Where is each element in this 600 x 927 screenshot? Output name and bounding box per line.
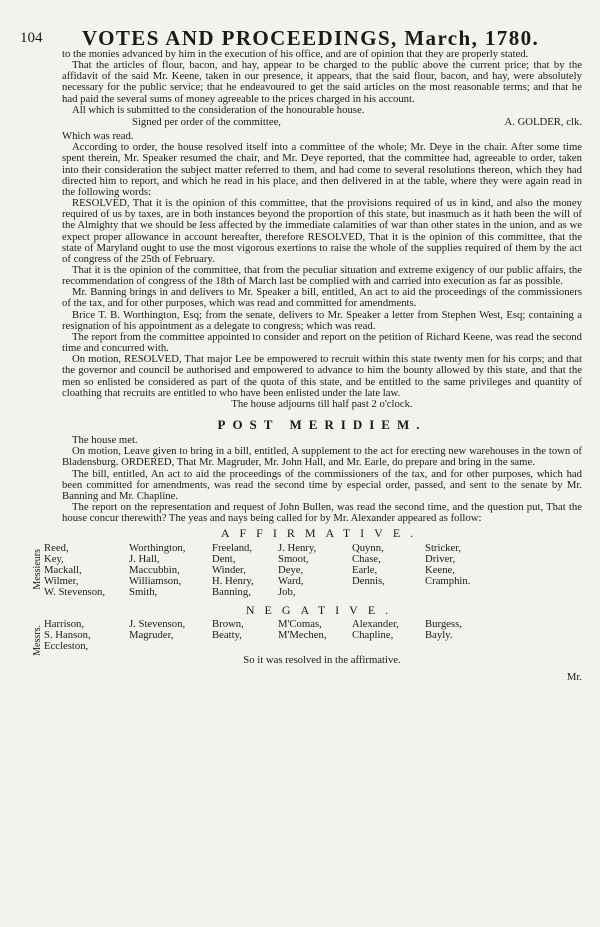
affirmative-column <box>212 543 278 599</box>
paragraph: The report from the committee appointed to consider and report on the petition of Richard Keene, was read the second time and concurred with. <box>62 330 582 355</box>
member-name: Worthington, <box>129 541 186 554</box>
member-name: M'Mechen, <box>278 628 327 641</box>
member-name: Stricker, <box>425 541 462 554</box>
member-name: Smoot, <box>278 552 309 565</box>
member-name: Ward, <box>278 575 304 588</box>
member-name: Brown, <box>212 617 244 630</box>
negative-columns <box>44 619 582 653</box>
document-body <box>32 48 582 683</box>
member-name: M'Comas, <box>278 617 322 630</box>
paragraph: The bill, entitled, An act to aid the proceedings of the commissioners of the tax, and for other purposes, which had been committed for amendments, was read the second time by especial order, passed, and sent to the senate by Mr. Banning and Mr. Chapline. <box>62 467 582 502</box>
member-name: H. Henry, <box>212 575 254 588</box>
member-name: Earle, <box>352 563 378 576</box>
affirmative-column <box>44 543 129 599</box>
member-name: Winder, <box>212 563 246 576</box>
member-name: J. Hall, <box>129 552 160 565</box>
signature-name: A. GOLDER, clk. <box>504 115 582 128</box>
catchword: Mr. <box>566 670 582 683</box>
member-name: Driver, <box>425 552 456 565</box>
negative-column <box>425 619 495 653</box>
member-name: Dent, <box>212 552 236 565</box>
member-name: Bayly. <box>425 628 453 641</box>
paragraph: Mr. Banning brings in and delivers to Mr. Speaker a bill, entitled, An act to aid the proceedings of the commissioners of the tax, and for other purposes, which was read and committed for amendments. <box>62 286 582 310</box>
member-name: J. Stevenson, <box>129 617 186 630</box>
paragraph: Brice T. B. Worthington, Esq; from the senate, delivers to Mr. Speaker a letter from Stephen West, Esq; containing a resignation of his appointment as a delegate to congress; which was read. <box>62 308 582 332</box>
affirmative-column <box>129 543 212 599</box>
paragraph: to the monies advanced by him in the execution of his office, and are of opinion that they are properly stated. <box>62 48 529 60</box>
negative-heading: NEGATIVE. <box>245 602 399 617</box>
member-name: Reed, <box>44 541 69 554</box>
signature-text: Signed per order of the committee, <box>132 115 281 128</box>
member-name: Mackall, <box>44 563 82 576</box>
member-name: W. Stevenson, <box>44 586 106 599</box>
paragraph: On motion, Leave given to bring in a bill, entitled, A supplement to the act for erecting new warehouses in the town of Bladensburg. ORDERED, That Mr. Magruder, Mr. John Hall, and Mr. Earle, do prepare and bring in the same. <box>62 445 582 469</box>
member-name: J. Henry, <box>278 541 317 554</box>
page-header <box>20 26 586 50</box>
member-name: Eccleston, <box>44 640 89 653</box>
member-name: S. Hanson, <box>44 628 91 641</box>
post-meridiem-heading: POST MERIDIEM. <box>217 417 427 432</box>
member-name: Harrison, <box>44 617 85 630</box>
affirmative-list <box>32 543 582 601</box>
adjournment-note: The house adjourns till half past 2 o'clock. <box>231 397 413 410</box>
member-name: Magruder, <box>129 628 174 641</box>
signature-line <box>62 117 582 128</box>
paragraph: According to order, the house resolved itself into a committee of the whole; Mr. Deye in the chair. After some time spent therein, Mr. Speaker resumed the chair, and Mr. Deye reported, that the committee had, agreeable to order, taken into their consideration the subject matter referred to them, and had come to several resolutions thereon, which they had directed him to report, and which he read in his place, and then delivered in at the table, where they were again read in the following words: <box>62 141 582 198</box>
affirmative-column <box>352 543 425 599</box>
member-name: Freeland, <box>212 541 253 554</box>
negative-column <box>129 619 212 653</box>
paragraph: On motion, RESOLVED, That major Lee be empowered to recruit within this state twenty men for his corps; and that the governor and council be authorised and empowered to advance to him the bounty allowed by this state, and that the men so enlisted be considered as part of the quota of this state, and be entitled to the same privileges and quantity of cloathing that recruits are entitled to who have been enlisted under the late law. <box>62 353 582 399</box>
member-name: Deye, <box>278 563 304 576</box>
member-name: Dennis, <box>352 575 385 588</box>
page-number: 104 <box>20 30 43 46</box>
running-title: VOTES AND PROCEEDINGS, March, 1780. <box>82 26 540 50</box>
paragraph: All which is submitted to the consideration of the honourable house. <box>72 103 365 116</box>
negative-list <box>32 619 582 655</box>
paragraph: The house met. <box>72 434 138 447</box>
member-name: Chase, <box>352 552 381 565</box>
member-name: Chapline, <box>352 628 394 641</box>
member-name: Williamson, <box>129 575 182 588</box>
member-name: Cramphin. <box>425 575 471 588</box>
member-name: Maccubbin, <box>129 563 180 576</box>
member-name: Wilmer, <box>44 575 79 588</box>
negative-side-label: Messrs. <box>32 624 43 656</box>
member-name: Banning, <box>212 586 251 599</box>
member-name: Quynn, <box>352 541 384 554</box>
negative-column <box>278 619 352 653</box>
member-name: Job, <box>278 586 296 599</box>
member-name: Burgess, <box>425 617 462 630</box>
affirmative-column <box>425 543 495 599</box>
paragraph: The report on the representation and request of John Bullen, was read the second time, and the question put, That the house concur therewith? The yeas and nays being called for by Mr. Alexander appeared as follow: <box>62 501 582 525</box>
negative-column <box>212 619 278 653</box>
affirmative-column <box>278 543 352 599</box>
member-name: Smith, <box>129 586 158 599</box>
paragraph: Which was read. <box>62 130 134 143</box>
member-name: Alexander, <box>352 617 399 630</box>
affirmative-columns <box>44 543 582 599</box>
member-name: Keene, <box>425 563 455 576</box>
negative-column <box>44 619 129 653</box>
negative-column <box>352 619 425 653</box>
member-name: Key, <box>44 552 64 565</box>
vote-result: So it was resolved in the affirmative. <box>243 653 401 666</box>
member-name: Beatty, <box>212 628 242 641</box>
affirmative-side-label: Messieurs <box>32 548 43 590</box>
paragraph: That the articles of flour, bacon, and hay, appear to be charged to the public above the current price; that by the affidavit of the said Mr. Keene, taken in our presence, it appears, that the said flour, bacon, and hay, were absolutely necessary for the public service; that he endeavoured to get the said articles on the most reasonable terms; and that he had paid the several sums of money agreeable to the prices charged in his account. <box>62 59 582 105</box>
paragraph: RESOLVED, That it is the opinion of this committee, that the provisions required of us in kind, and also the money required of us by taxes, are in both instances beyond the proportion of this state, but inasmuch as it hath been the will of the Almighty that we should be less affected by the immediate calamities of war than other states in the union, and as we expect proper allowance in account hereafter, therefore RESOLVED, That it is the opinion of this committee, that the state of Maryland ought to use the most vigorous exertions to raise the whole of the supplies required of them by the act of congress of the 25th of February. <box>62 197 582 265</box>
paragraph: That it is the opinion of the committee, that from the peculiar situation and extreme exigency of our public affairs, the recommendation of congress of the 18th of March last be complied with and carried into execution as far as possible. <box>62 263 582 288</box>
affirmative-heading: AFFIRMATIVE. <box>220 526 424 541</box>
